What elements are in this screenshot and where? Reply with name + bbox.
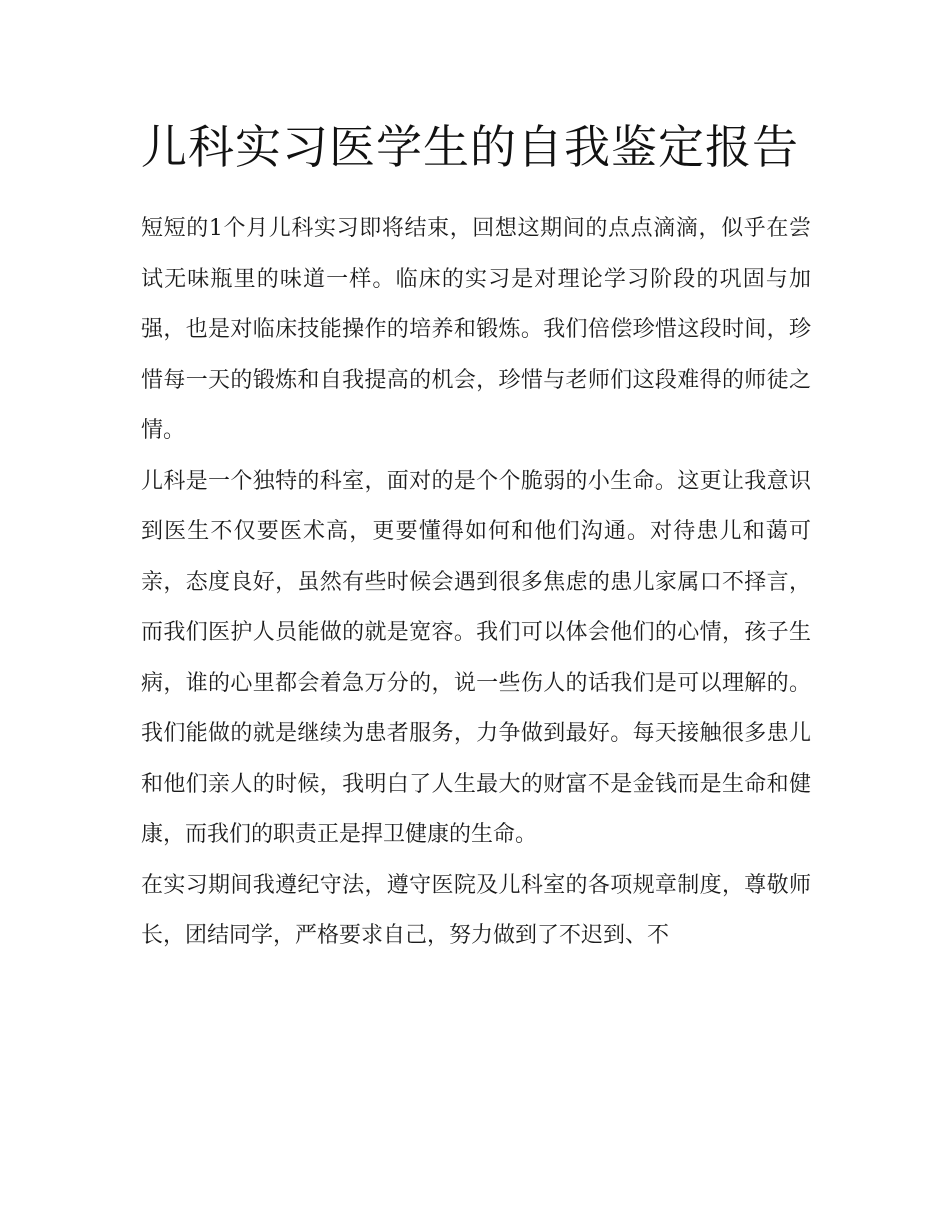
document-title: 儿科实习医学生的自我鉴定报告 xyxy=(141,120,799,174)
document-body xyxy=(141,204,811,962)
body-paragraph-1: 短短的1个月儿科实习即将结束，回想这期间的点点滴滴，似乎在尝试无味瓶里的味道一样。临床的实习是对理论学习阶段的巩固与加强，也是对临床技能操作的培养和锻炼。我们倍偿珍惜这段时间，珍惜每一天的锻炼和自我提高的机会，珍惜与老师们这段难得的师徒之情。 xyxy=(141,216,811,443)
body-paragraph-3: 在实习期间我遵纪守法，遵守医院及儿科室的各项规章制度，尊敬师长，团结同学，严格要求自己，努力做到了不迟到、不 xyxy=(141,872,811,948)
body-paragraph-2: 儿科是一个独特的科室，面对的是个个脆弱的小生命。这更让我意识到医生不仅要医术高，更要懂得如何和他们沟通。对待患儿和蔼可亲，态度良好，虽然有些时候会遇到很多焦虑的患儿家属口不择言，而我们医护人员能做的就是宽容。我们可以体会他们的心情，孩子生病，谁的心里都会着急万分的，说一些伤人的话我们是可以理解的。我们能做的就是继续为患者服务，力争做到最好。每天接触很多患儿和他们亲人的时候，我明白了人生最大的财富不是金钱而是生命和健康，而我们的职责正是捍卫健康的生命。 xyxy=(141,468,811,847)
document-content xyxy=(141,112,811,962)
